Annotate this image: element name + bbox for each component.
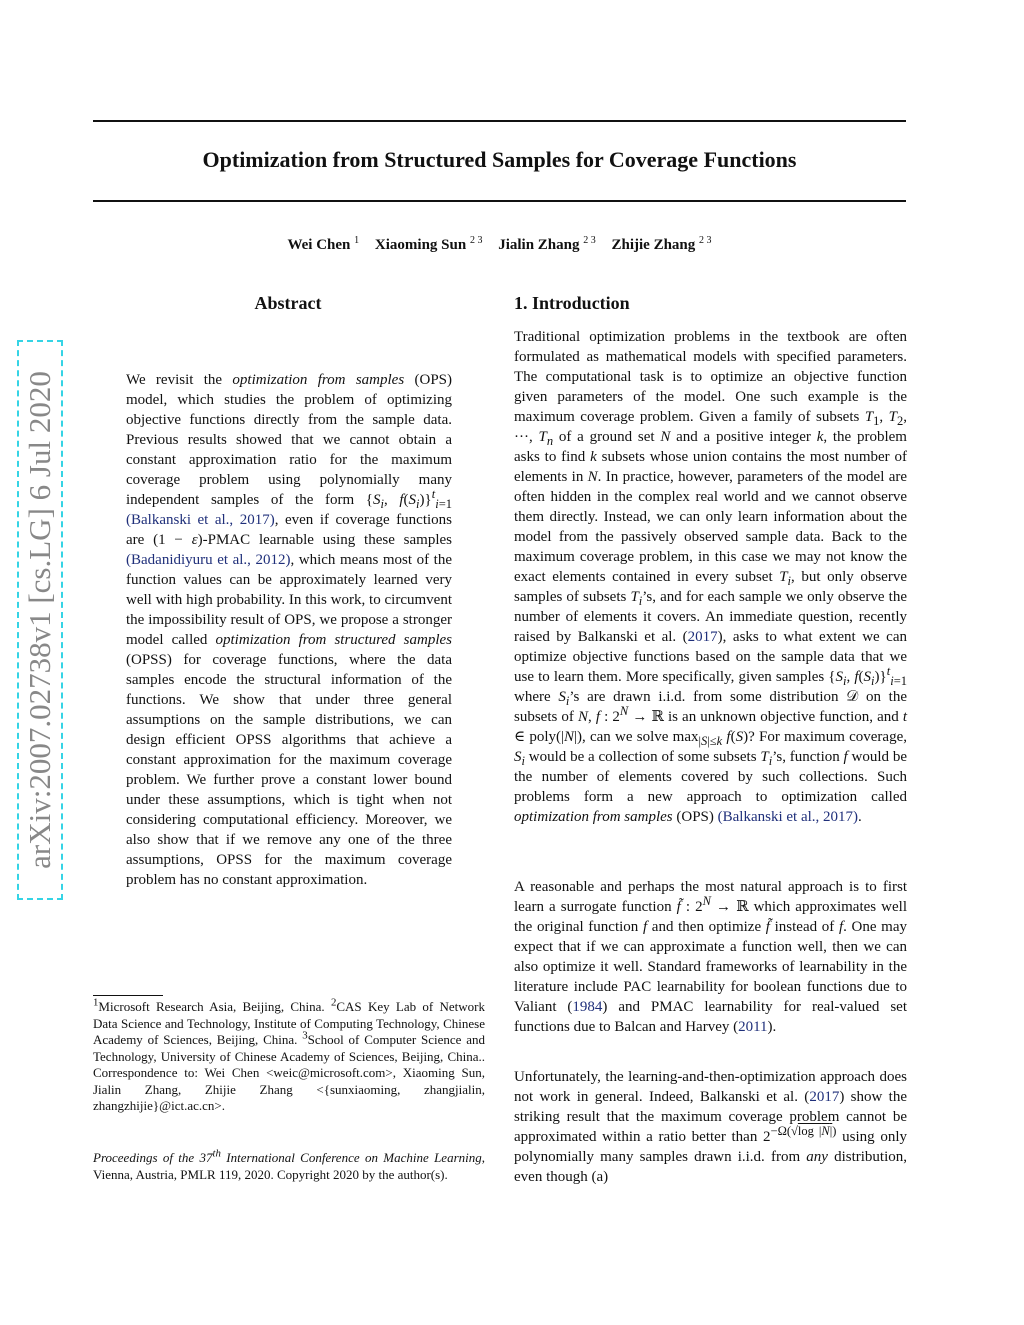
introduction-paragraph: A reasonable and perhaps the most natural approach is to first learn a surrogate function f̃ : $2^N$ → ℝ which approximates well the original function f and then optimize f̃ instead of f. One may expect that if we can approximate a function well, then we can also optimize it well. Standard frameworks of learnability in the literature include PAC learnability for boolean functions due to Valiant (1984) and PMAC learnability for real-valued set functions due to Balcan and Harvey (2011).	[514, 879, 908, 1035]
author-name: Zhijie Zhang	[611, 237, 696, 253]
footnote-rule	[93, 995, 163, 996]
arxiv-identifier-stamp: arXiv:2007.02738v1 [cs.LG] 6 Jul 2020	[17, 340, 63, 900]
author-name: Jialin Zhang	[498, 237, 580, 253]
title-rule-top	[93, 120, 906, 122]
introduction-paragraph: Unfortunately, the learning-and-then-optimization approach does not work in general. Indeed, Balkanski et al. (2017) show the striking result that the maximum coverage problem cannot be approximated within a ratio better than $2^{-\Omega(√log |N|)}$ using only polynomially many samples drawn i.i.d. from any distribution, even though (a)	[514, 1069, 908, 1185]
author-affiliation: 2 3	[583, 235, 596, 246]
title-rule-bottom	[93, 200, 906, 202]
author	[612, 237, 712, 253]
affiliation-footnote: $^1$Microsoft Research Asia, Beijing, China. $^2$CAS Key Lab of Network Data Science and Technology, Institute of Computing Technology, Chinese Academy of Sciences, Beijing, China. $^3$School of Computer Science and Technology, University of Chinese Academy of Sciences, Beijing, China.. Correspondence to: Wei Chen <weic@microsoft.com>, Xiaoming Sun, Jialin Zhang, Zhijie Zhang <{sunxiaoming, zhangjialin, zhangzhijie}@ict.ac.cn>.	[93, 996, 485, 1113]
abstract-heading: Abstract	[254, 293, 322, 313]
author-affiliation: 2 3	[699, 235, 712, 246]
author	[287, 237, 359, 253]
author-affiliation: 1	[354, 235, 360, 246]
paper-title: Optimization from Structured Samples for Coverage Functions	[202, 147, 797, 172]
author	[375, 237, 483, 253]
proceedings-note: Proceedings of the 37th International Conference on Machine Learning, Vienna, Austria, PMLR 119, 2020. Copyright 2020 by the author(s).	[93, 1147, 485, 1182]
author	[498, 237, 596, 253]
author-list	[93, 237, 906, 254]
introduction-paragraph: Traditional optimization problems in the textbook are often formulated as mathematical models with specified parameters. The computational task is to optimize an objective function given parameters of the model. One such example is the maximum coverage problem. Given a family of subsets $T_1$, $T_2$, ···, $T_n$ of a ground set N and a positive integer k, the problem asks to find k subsets whose union contains the most number of elements in N. In practice, however, parameters of the model are often hidden in the complex real world and we cannot observe them directly. Instead, we can only learn information about the model from the passively observed sample data. Back to the maximum coverage problem, in this case we may not know the exact elements contained in every subset $T_i$, but only observe samples of subsets $T_i’s$, and for each sample we only observe the number of elements it covers. An immediate question, recently raised by Balkanski et al. (2017), asks to what extent we can optimize objective functions based on the sample data that we use to learn them. More specifically, given samples {$S_i$, $f(S_i)\}^t_{i=1}$ where $S_i’s$ are drawn i.i.d. from some distribution 𝒟 on the subsets of N, f : $2^N$ → ℝ is an unknown objective function, and t ∈ poly(|N|), can we solve $\max_{|S|\le k} f(S)$? For maximum coverage, $S_i$ would be a collection of some subsets $T_i’s$, function f would be the number of elements covered by such collections. Such problems form a new approach to optimization called optimization from samples (OPS) (Balkanski et al., 2017).	[514, 329, 908, 825]
introduction-heading: 1. Introduction	[514, 293, 630, 313]
abstract-text: We revisit the optimization from samples (OPS) model, which studies the problem of optimizing objective functions directly from the sample data. Previous results showed that we cannot obtain a constant approximation ratio for the maximum coverage problem using polynomially many independent samples of the form {$S_i$, $f(S_i)\}^t_{i=1}$ (Balkanski et al., 2017), even if coverage functions are (1 − ε)-PMAC learnable using these samples (Badanidiyuru et al., 2012), which means most of the function values can be approximately learned very well with high probability. In this work, to circumvent the impossibility result of OPS, we propose a stronger model called optimization from structured samples (OPSS) for coverage functions, where the data samples encode the structural information of the functions. We show that under three general assumptions on the sample distributions, we can design efficient OPSS algorithms that achieve a constant approximation for the maximum coverage problem. We further prove a constant lower bound under these assumptions, which is tight when not considering computational efficiency. Moreover, we also show that if we remove any one of the three assumptions, OPSS for the maximum coverage problem has no constant approximation.	[126, 372, 453, 888]
author-name: Wei Chen	[287, 237, 351, 253]
author-name: Xiaoming Sun	[374, 237, 467, 253]
author-affiliation: 2 3	[469, 235, 483, 246]
